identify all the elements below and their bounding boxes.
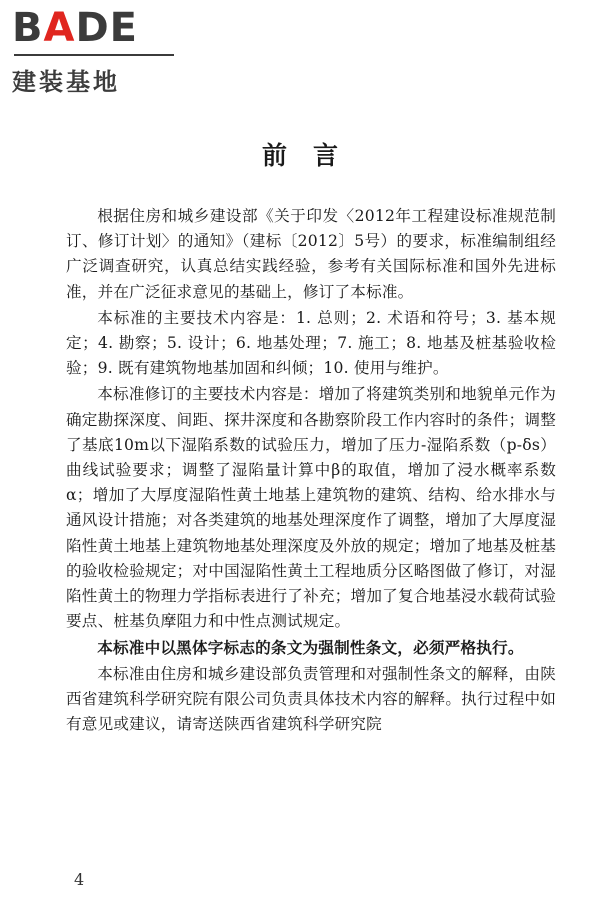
paragraph: 根据住房和城乡建设部《关于印发〈2012年工程建设标准规范制订、修订计划〉的通知》（建标〔2012〕5号）的要求，标准编制组经广泛调查研究，认真总结实践经验，参考有关国际标准和国外先进标准，并在广泛征求意见的基础上，修订了本标准。 <box>66 207 556 301</box>
page-title: 前言 <box>261 141 364 170</box>
bade-logo <box>12 5 182 96</box>
logo-wordmark: BADE <box>12 5 138 51</box>
logo-divider <box>14 54 174 56</box>
paragraph: 本标准修订的主要技术内容是：增加了将建筑类别和地貌单元作为确定勘探深度、间距、探井深度和各勘察阶段工作内容时的条件；调整了基底10m以下湿陷系数的试验压力，增加了压力-湿陷系数（p-δs）曲线试验要求；调整了湿陷量计算中β的取值，增加了浸水概率系数α；增加了大厚度湿陷性黄土地基上建筑物的建筑、结构、给水排水与通风设计措施；对各类建筑的地基处理深度作了调整，增加了大厚度湿陷性黄土地基上建筑物地基处理深度及外放的规定；增加了地基及桩基的验收检验规定；对中国湿陷性黄土工程地质分区略图做了修订，对湿陷性黄土的物理力学指标表进行了补充；增加了复合地基浸水载荷试验要点、桩基负摩阻力和中性点测试规定。 <box>66 385 556 631</box>
preface-body <box>66 204 556 738</box>
logo-chinese-text: 建装基地 <box>12 68 120 96</box>
paragraph-mandatory-note: 本标准中以黑体字标志的条文为强制性条文，必须严格执行。 <box>97 638 524 658</box>
page-number: 4 <box>74 870 85 889</box>
paragraph: 本标准的主要技术内容是：1. 总则；2. 术语和符号；3. 基本规定；4. 勘察；5. 设计；6. 地基处理；7. 施工；8. 地基及桩基验收检验；9. 既有建筑物地基加固和纠倾；10. 使用与维护。 <box>66 308 556 378</box>
paragraph: 本标准由住房和城乡建设部负责管理和对强制性条文的解释，由陕西省建筑科学研究院有限公司负责具体技术内容的解释。执行过程中如有意见或建议，请寄送陕西省建筑科学研究院 <box>66 664 556 734</box>
